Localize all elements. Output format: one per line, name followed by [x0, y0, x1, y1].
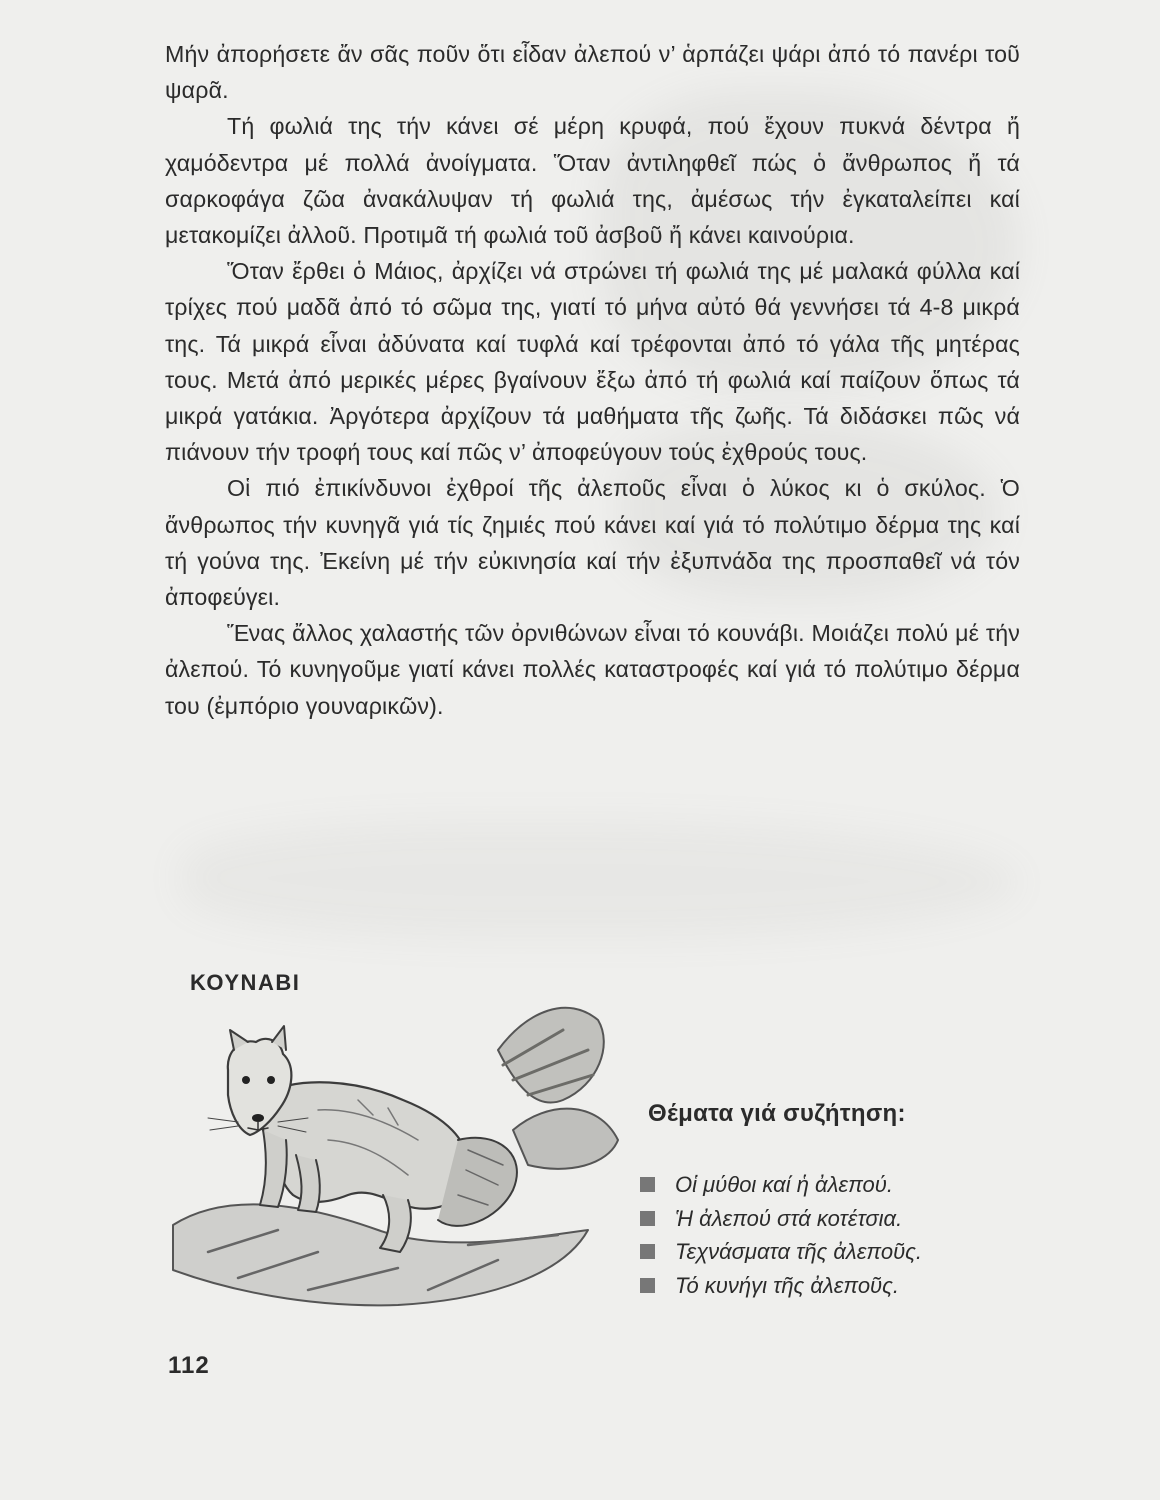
discussion-list	[640, 1168, 922, 1302]
list-item	[640, 1202, 922, 1236]
square-bullet-icon	[640, 1278, 655, 1293]
paragraph-1: Μήν ἀπορήσετε ἄν σᾶς ποῦν ὅτι εἶδαν ἀλεπού ν’ ἁρπάζει ψάρι ἀπό τό πανέρι τοῦ ψαρᾶ.	[165, 41, 1020, 104]
list-item	[640, 1235, 922, 1269]
paragraph-5: Ἕνας ἄλλος χαλαστής τῶν ὀρνιθώνων εἶναι τό κουνάβι. Μοιάζει πολύ μέ τήν ἀλεπού. Τό κυνηγοῦμε γιατί κάνει πολλές καταστροφές καί γιά τό πολύτιμο δέρμα του (ἐμπόριο γουναρικῶν).	[165, 620, 1020, 719]
square-bullet-icon	[640, 1244, 655, 1259]
paragraph-2: Τή φωλιά της τήν κάνει σέ μέρη κρυφά, πού ἔχουν πυκνά δέντρα ἤ χαμόδεντρα μέ πολλά ἀνοίγματα. Ὅταν ἀντιληφθεῖ πώς ὁ ἄνθρωπος ἤ τά σαρκοφάγα ζῶα ἀνακάλυψαν τή φωλιά της, ἀμέσως τήν ἐγκαταλείπει καί μετακομίζει ἀλλοῦ. Προτιμᾶ τή φωλιά τοῦ ἀσβοῦ ἤ κάνει καινούρια.	[165, 113, 1020, 249]
paragraph-4: Οἱ πιό ἐπικίνδυνοι ἐχθροί τῆς ἀλεποῦς εἶναι ὁ λύκος κι ὁ σκύλος. Ὁ ἄνθρωπος τήν κυνηγᾶ γιά τίς ζημιές πού κάνει καί γιά τό πολύτιμο δέρμα της καί τή γούνα της. Ἐκείνη μέ τήν εὐκινησία καί τήν ἐξυπνάδα της προσπαθεῖ νά τόν ἀποφεύγει.	[165, 475, 1020, 611]
discussion-topic: Ἡ ἀλεπού στά κοτέτσια.	[675, 1205, 903, 1231]
list-item	[640, 1269, 922, 1303]
paragraph-3: Ὅταν ἔρθει ὁ Μάιος, ἀρχίζει νά στρώνει τή φωλιά της μέ μαλακά φύλλα καί τρίχες πού μαδᾶ ἀπό τό σῶμα της, γιατί τό μήνα αὐτό θά γεννήσει τά 4-8 μικρά της. Τά μικρά εἶναι ἀδύνατα καί τυφλά καί τρέφονται ἀπό τό γάλα τῆς μητέρας τους. Μετά ἀπό μερικές μέρες βγαίνουν ἔξω ἀπό τή φωλιά καί παίζουν ὅπως τά μικρά γατάκια. Ἀργότερα ἀρχίζουν τά μαθήματα τῆς ζωῆς. Τά διδάσκει πῶς νά πιάνουν τήν τροφή τους καί πῶς ν’ ἀποφεύγουν τούς ἐχθρούς τους.	[165, 258, 1020, 466]
list-item	[640, 1168, 922, 1202]
discussion-topic: Τό κυνήγι τῆς ἀλεποῦς.	[675, 1272, 899, 1298]
discussion-title: Θέματα γιά συζήτηση:	[648, 1100, 906, 1127]
main-text	[165, 36, 1020, 724]
illustration-caption: ΚΟΥΝΑΒΙ	[190, 970, 301, 995]
bleed-through-shadow	[180, 820, 1020, 940]
marten-illustration	[168, 990, 633, 1320]
discussion-topic: Τεχνάσματα τῆς ἀλεποῦς.	[675, 1239, 922, 1264]
square-bullet-icon	[640, 1177, 655, 1192]
discussion-topic: Οἱ μύθοι καί ἡ ἀλεπού.	[675, 1172, 893, 1197]
square-bullet-icon	[640, 1211, 655, 1226]
page-number: 112	[168, 1352, 210, 1379]
